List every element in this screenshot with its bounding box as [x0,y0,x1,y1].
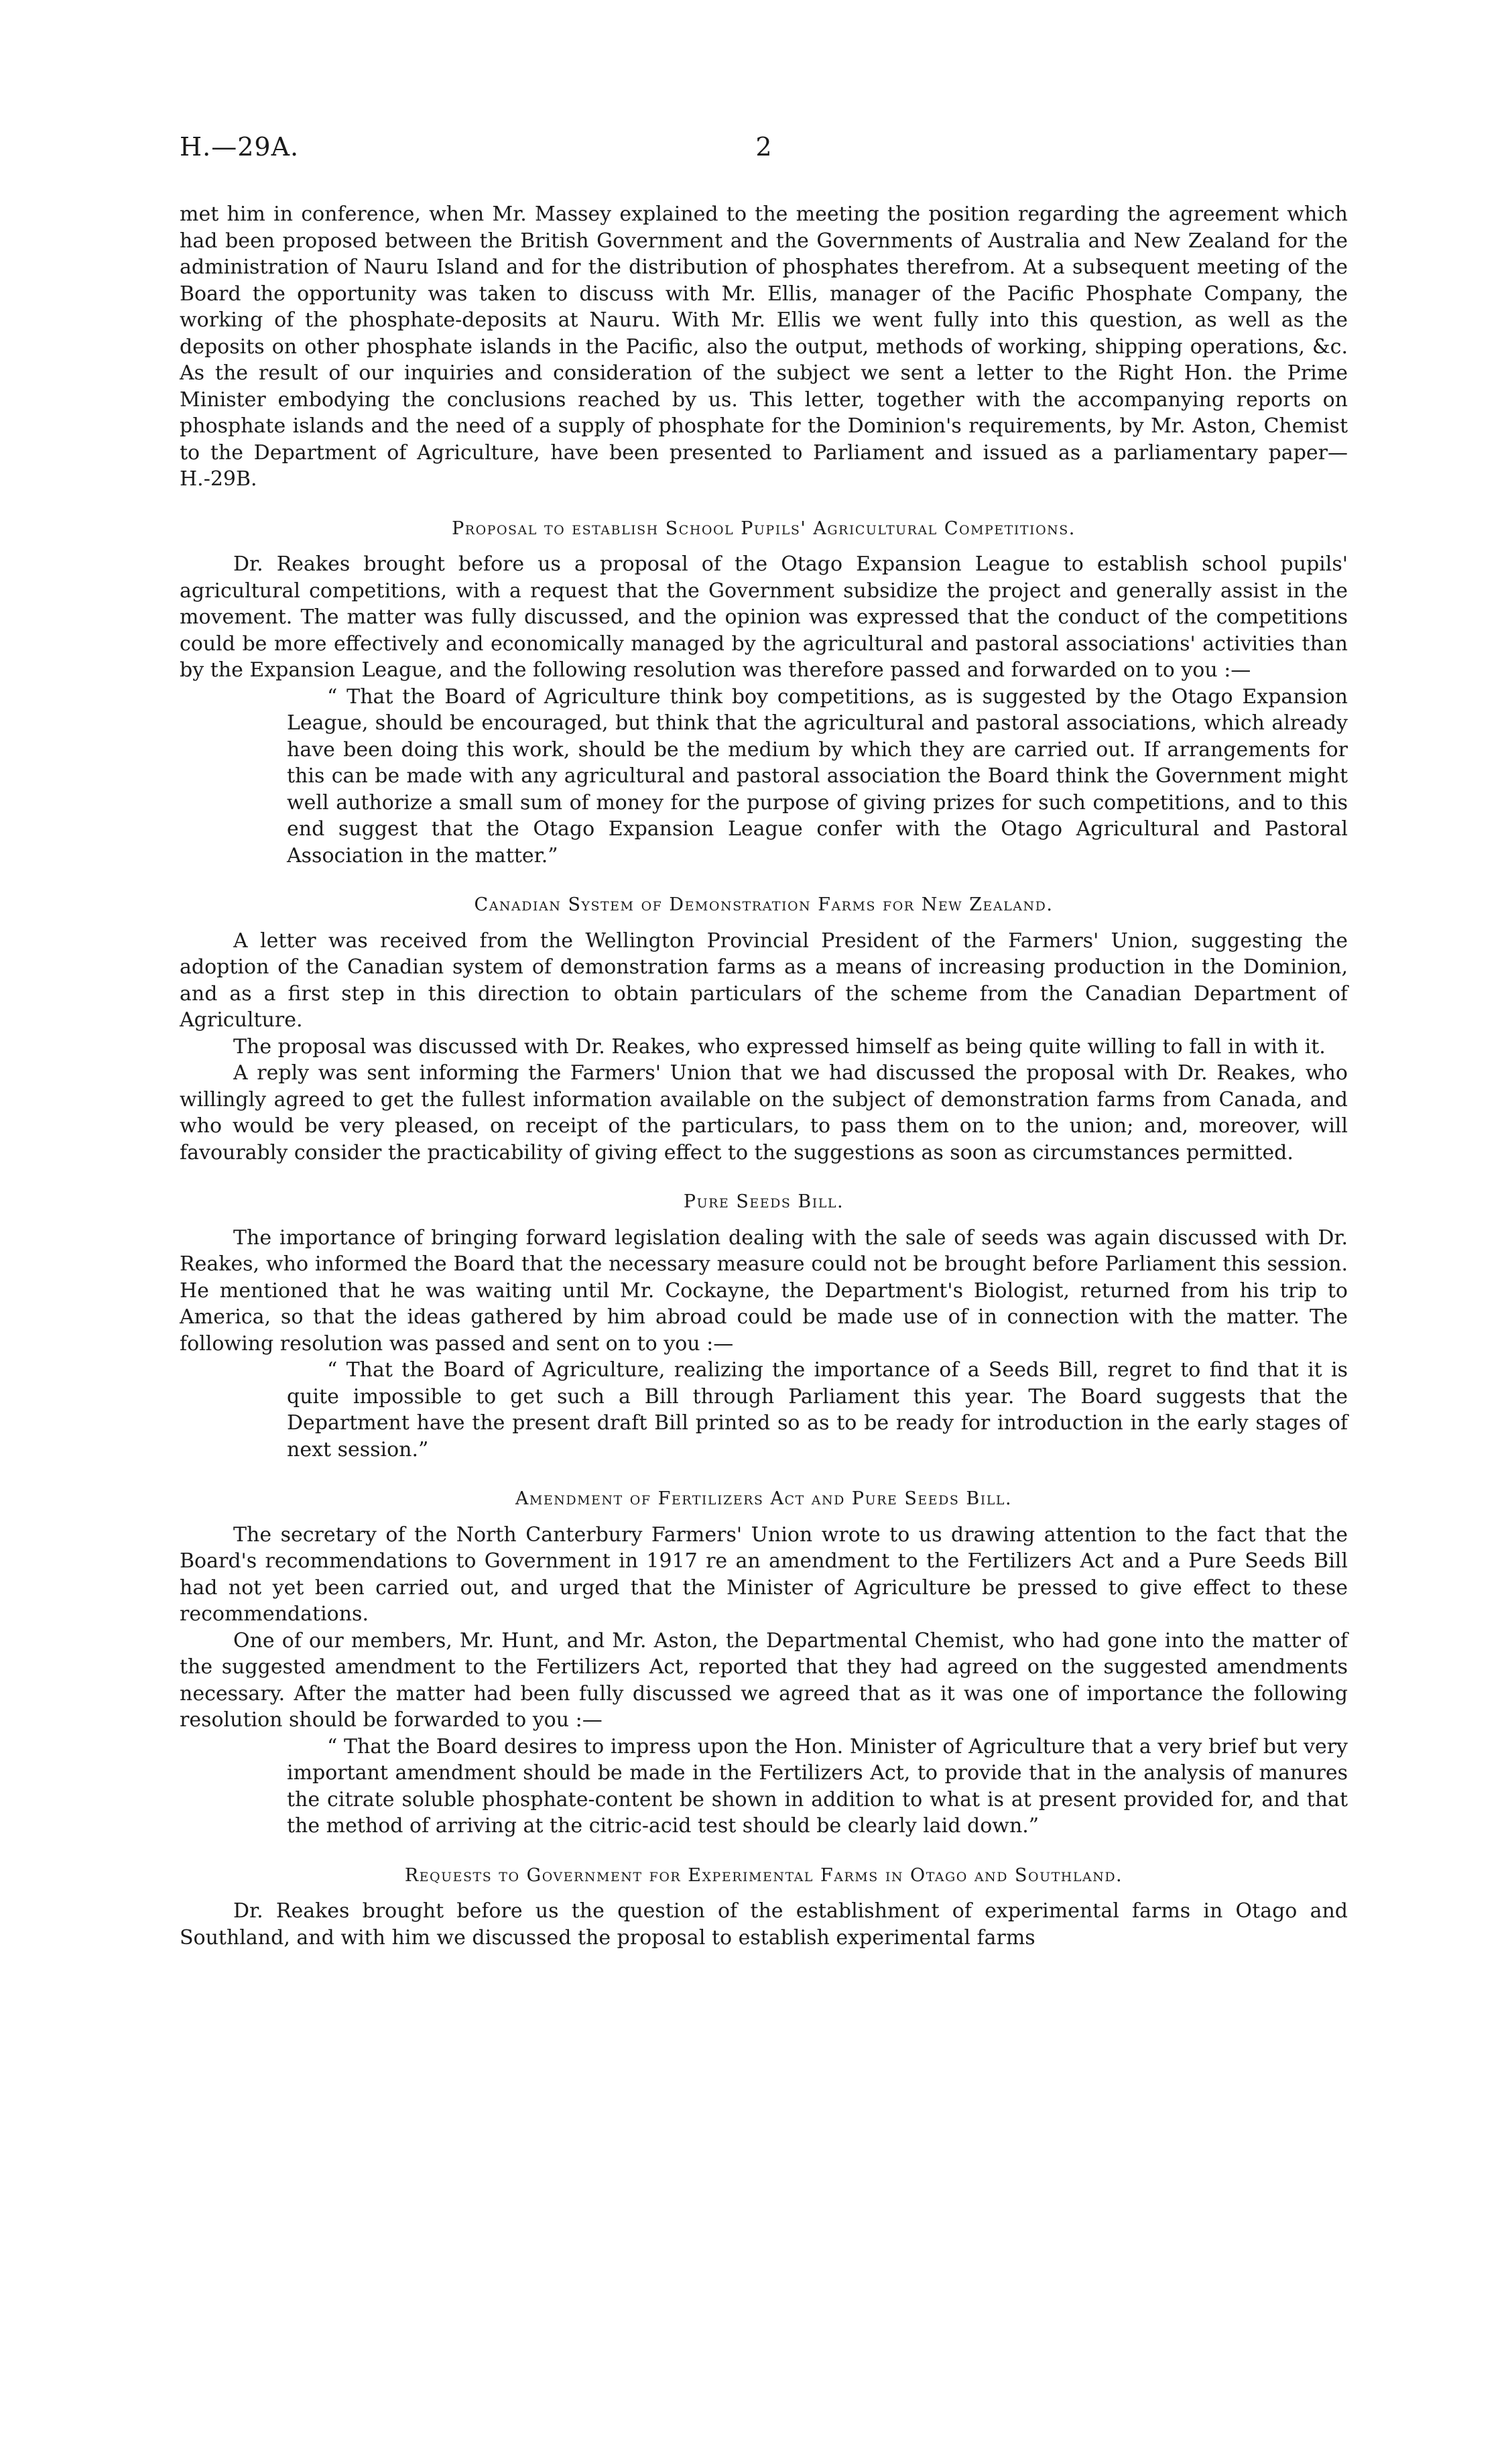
paragraph: A reply was sent informing the Farmers' Union that we had discussed the proposal with Dr. Reakes, who willingly agreed to get the fullest information available on the subject of demonstration farms from Canada, and who would be very pleased, on receipt of the particulars, to pass them on to the union; and, moreover, will favourably consider the practicability of giving effect to the suggestions as soon as circumstances permitted. [180,1061,1348,1165]
paragraph: The proposal was discussed with Dr. Reakes, who expressed himself as being quite willing to fall in with it. [233,1034,1326,1059]
paragraph: Dr. Reakes brought before us the question of the establishment of experimental farms in Otago and Southland, and with him we discussed the proposal to establish experimental farms [180,1899,1348,1950]
paragraph: A letter was received from the Wellington Provincial President of the Farmers' Union, suggesting the adoption of the Canadian system of demonstration farms as a means of increasing production in the Dominion, and as a first step in this direction to obtain particulars of the scheme from the Canadian Department of Agriculture. [180,929,1348,1032]
section-heading-fertilizers-act: Amendment of Fertilizers Act and Pure Seeds Bill. [515,1488,1013,1509]
resolution-quote: “ That the Board of Agriculture, realizing the importance of a Seeds Bill, regret to find that it is quite impossible to get such a Bill through Parliament this year. The Board suggests that the Department have the present draft Bill printed so as to be ready for introduction in the early stages of next session.” [287,1358,1348,1461]
paragraph: The secretary of the North Canterbury Farmers' Union wrote to us drawing attention to the fact that the Board's recommendations to Government in 1917 re an amendment to the Fertilizers Act and a Pure Seeds Bill had not yet been carried out, and urged that the Minister of Agriculture be pressed to give effect to these recommendations. [180,1523,1348,1626]
paragraph: One of our members, Mr. Hunt, and Mr. Aston, the Departmental Chemist, who had gone into the matter of the suggested amendment to the Fertilizers Act, reported that they had agreed on the suggested amendments necessary. After the matter had been fully discussed we agreed that as it was one of importance the following resolution should be forwarded to you :— [180,1628,1348,1732]
resolution-quote: “ That the Board of Agriculture think boy competitions, as is suggested by the Otago Expansion League, should be encouraged, but think that the agricultural and pastoral associations, which already have been doing this work, should be the medium by which they are carried out. If arrangements for this can be made with any agricultural and pastoral association the Board think the Government might well authorize a small sum of money for the purpose of giving prizes for such competitions, and to this end suggest that the Otago Expansion League confer with the Otago Agricultural and Pastoral Association in the matter.” [287,684,1348,868]
paragraph-intro: met him in conference, when Mr. Massey explained to the meeting the position regarding the agreement which had been proposed between the British Government and the Governments of Australia and New Zealand for the administration of Nauru Island and for the distribution of phosphates therefrom. At a subsequent meeting of the Board the opportunity was taken to discuss with Mr. Ellis, manager of the Pacific Phosphate Company, the working of the phosphate-deposits at Nauru. With Mr. Ellis we went fully into this question, as well as the deposits on other phosphate islands in the Pacific, also the output, methods of working, shipping operations, &c. As the result of our inquiries and consideration of the subject we sent a letter to the Right Hon. the Prime Minister embodying the conclusions reached by us. This letter, together with the accompanying reports on phosphate islands and the need of a supply of phosphate for the Dominion's requirements, by Mr. Aston, Chemist to the Department of Agriculture, have been presented to Parliament and issued as a parliamentary paper—H.-29B. [180,202,1348,491]
page-header [180,134,1348,174]
section-heading-pure-seeds-bill: Pure Seeds Bill. [683,1191,844,1212]
page-body [180,201,1348,1951]
document-id: H.—29A. [180,132,300,162]
resolution-quote: “ That the Board desires to impress upon the Hon. Minister of Agriculture that a very brief but very important amendment should be made in the Fertilizers Act, to provide that in the analysis of manures the citrate soluble phosphate-content be shown in addition to what is at present provided for, and that the method of arriving at the citric-acid test should be clearly laid down.” [287,1734,1348,1838]
section-heading-experimental-farms: Requests to Government for Experimental Farms in Otago and Southland. [404,1864,1123,1886]
paragraph: Dr. Reakes brought before us a proposal of the Otago Expansion League to establish school pupils' agricultural competitions, with a request that the Government subsidize the project and generally assist in the movement. The matter was fully discussed, and the opinion was expressed that the conduct of the competitions could be more effectively and economically managed by the agricultural and pastoral associations' activities than by the Expansion League, and the following resolution was therefore passed and forwarded on to you :— [180,552,1348,682]
section-heading-school-competitions: Proposal to establish School Pupils' Agricultural Competitions. [452,518,1076,539]
page-number: 2 [755,132,772,162]
section-heading-demonstration-farms: Canadian System of Demonstration Farms for New Zealand. [474,894,1054,915]
paragraph: The importance of bringing forward legislation dealing with the sale of seeds was again discussed with Dr. Reakes, who informed the Board that the necessary measure could not be brought before Parliament this session. He mentioned that he was waiting until Mr. Cockayne, the Department's Biologist, returned from his trip to America, so that the ideas gathered by him abroad could be made use of in connection with the matter. The following resolution was passed and sent on to you :— [180,1226,1348,1356]
